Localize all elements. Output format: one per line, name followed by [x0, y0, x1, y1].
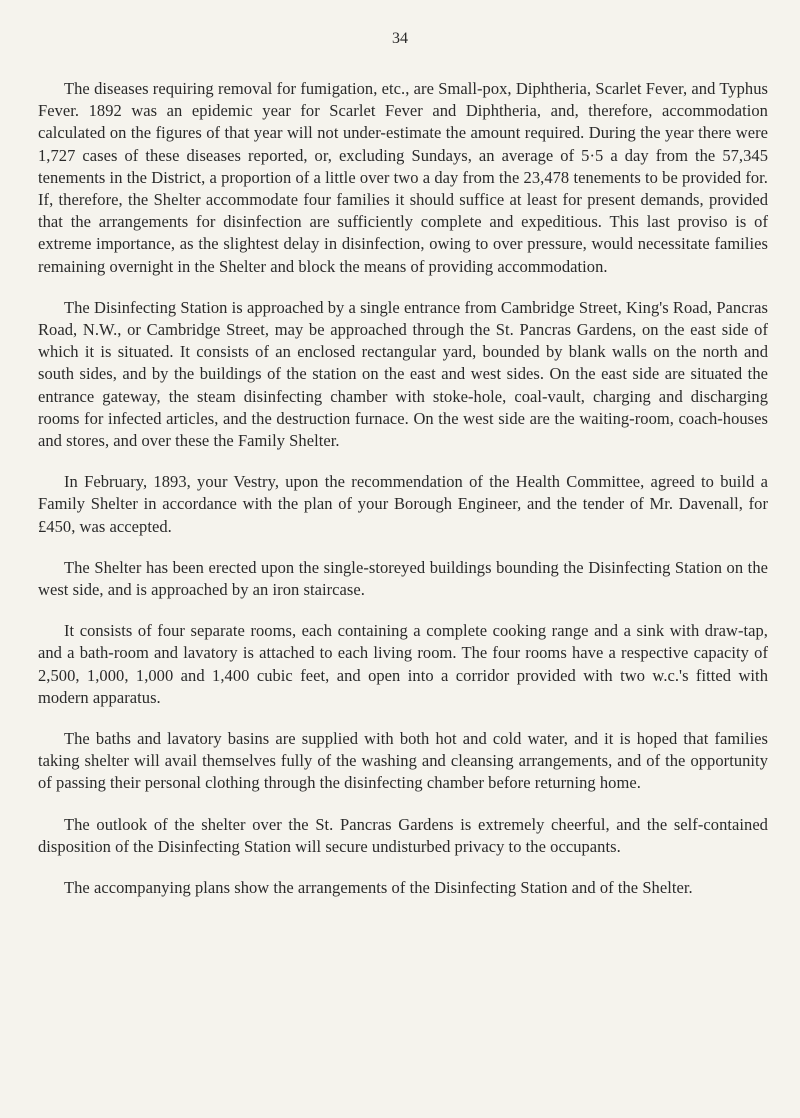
paragraph-rooms: It consists of four separate rooms, each containing a complete cooking range and a sink with draw-tap, and a bath-room and lavatory is attached to each living room. The four rooms have a respective capacity of 2,500, 1,000, 1,000 and 1,400 cubic feet, and open into a corridor provided with two w.c.'s fitted with modern apparatus. [38, 621, 768, 707]
paragraph-disinfecting-station: The Disinfecting Station is approached by a single entrance from Cambridge Street, King's Road, Pancras Road, N.W., or Cambridge Street, may be approached through the St. Pancras Gardens, on the east side of which it is situated. It consists of an enclosed rectangular yard, bounded by blank walls on the north and south sides, and by the buildings of the station on the east and west sides. On the east side are situated the entrance gateway, the steam disinfecting chamber with stoke-hole, coal-vault, charging and discharging rooms for infected articles, and the destruction furnace. On the west side are the waiting-room, coach-houses and stores, and over these the Family Shelter. [38, 297, 768, 451]
paragraph-outlook: The outlook of the shelter over the St. Pancras Gardens is extremely cheerful, and the self-contained disposition of the Disinfecting Station will secure undisturbed privacy to the occupants. [38, 814, 768, 856]
paragraph-vestry-decision: In February, 1893, your Vestry, upon the recommendation of the Health Committee, agreed to build a Family Shelter in accordance with the plan of your Borough Engineer, and the tender of Mr. Davenall, for £450, was accepted. [38, 472, 768, 536]
page-number: 34 [392, 30, 408, 47]
paragraph-shelter-location: The Shelter has been erected upon the single-storeyed buildings bounding the Disinfecting Station on the west side, and is approached by an iron staircase. [38, 557, 768, 600]
paragraph-baths: The baths and lavatory basins are supplied with both hot and cold water, and it is hoped that families taking shelter will avail themselves fully of the washing and cleansing arrangements, and of the opportunity of passing their personal clothing through the disinfecting chamber before returning home. [38, 729, 768, 793]
paragraph-plans: The accompanying plans show the arrangements of the Disinfecting Station and of the Shelter. [64, 878, 693, 898]
body-text [38, 78, 768, 918]
paragraph-diseases: The diseases requiring removal for fumigation, etc., are Small-pox, Diphtheria, Scarlet Fever, and Typhus Fever. 1892 was an epidemic year for Scarlet Fever and Diphtheria, and, therefore, accommodation calculated on the figures of that year will not under-estimate the amount required. During the year there were 1,727 cases of these diseases reported, or, excluding Sundays, an average of 5·5 a day from the 57,345 tenements in the District, a proportion of a little over two a day from the 23,478 tenements to be provided for. If, therefore, the Shelter accommodate four families it should suffice at least for present demands, provided that the arrangements for disinfection are sufficiently complete and expeditious. This last proviso is of extreme importance, as the slightest delay in disinfection, owing to over pressure, would necessitate families remaining overnight in the Shelter and block the means of providing accommodation. [38, 79, 768, 276]
